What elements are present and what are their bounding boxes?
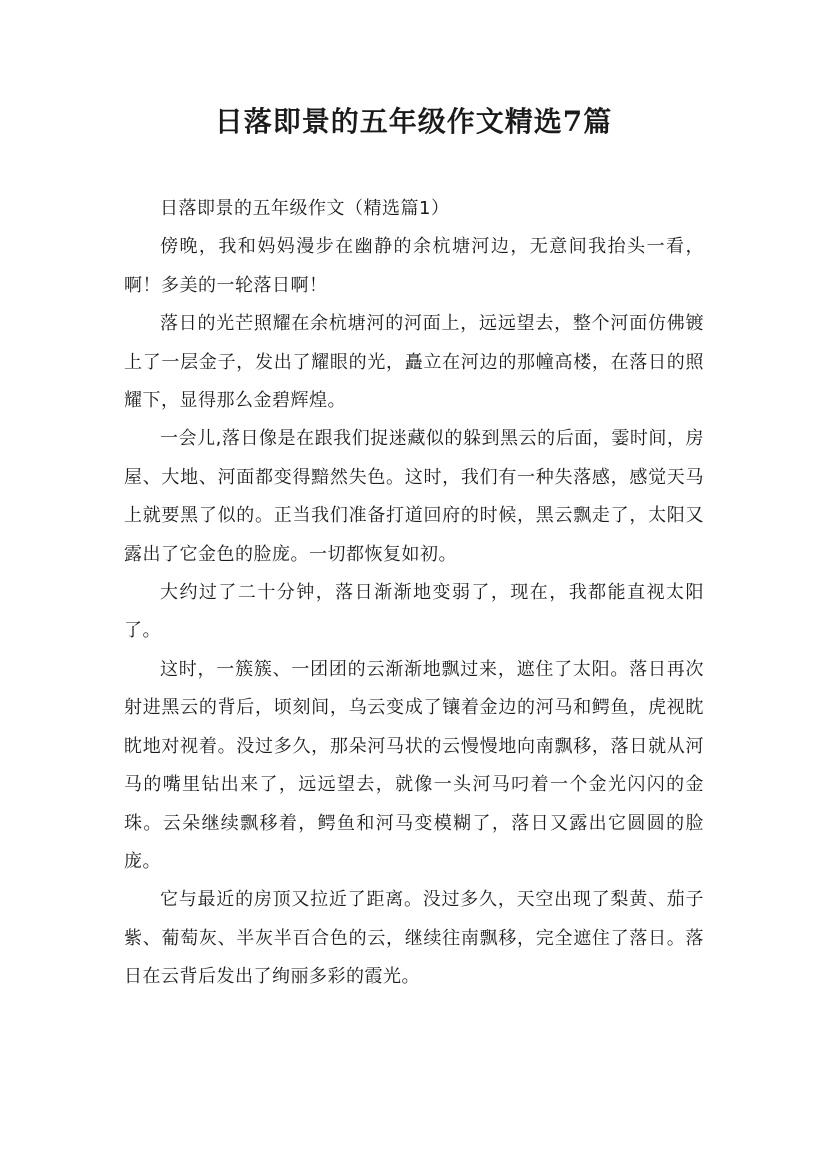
paragraph: 傍晚，我和妈妈漫步在幽静的余杭塘河边，无意间我抬头一看，啊！多美的一轮落日啊！: [124, 236, 704, 296]
section-heading: 日落即景的五年级作文（精选篇1）: [160, 198, 450, 219]
paragraph: 大约过了二十分钟，落日渐渐地变弱了，现在，我都能直视太阳了。: [124, 582, 704, 642]
paragraph: 一会儿,落日像是在跟我们捉迷藏似的躲到黑云的后面，霎时间，房屋、大地、河面都变得黯然失色。这时，我们有一种失落感，感觉天马上就要黑了似的。正当我们准备打道回府的时候，黑云飘走了，太阳又露出了它金色的脸庞。一切都恢复如初。: [124, 428, 704, 565]
paragraph: 落日的光芒照耀在余杭塘河的河面上，远远望去，整个河面仿佛镀上了一层金子，发出了耀眼的光，矗立在河边的那幢高楼，在落日的照耀下，显得那么金碧辉煌。: [124, 313, 704, 412]
paragraph: 这时，一簇簇、一团团的云渐渐地飘过来，遮住了太阳。落日再次射进黑云的背后，顷刻间，乌云变成了镶着金边的河马和鳄鱼，虎视眈眈地对视着。没过多久，那朵河马状的云慢慢地向南飘移，落日就从河马的嘴里钻出来了，远远望去，就像一头河马叼着一个金光闪闪的金珠。云朵继续飘移着，鳄鱼和河马变模糊了，落日又露出它圆圆的脸庞。: [124, 658, 704, 872]
document-title: 日落即景的五年级作文精选7篇: [214, 105, 613, 138]
document-body: [124, 190, 704, 997]
paragraph: 它与最近的房顶又拉近了距离。没过多久，天空出现了梨黄、茄子紫、葡萄灰、半灰半百合色的云，继续往南飘移，完全遮住了落日。落日在云背后发出了绚丽多彩的霞光。: [124, 889, 704, 988]
